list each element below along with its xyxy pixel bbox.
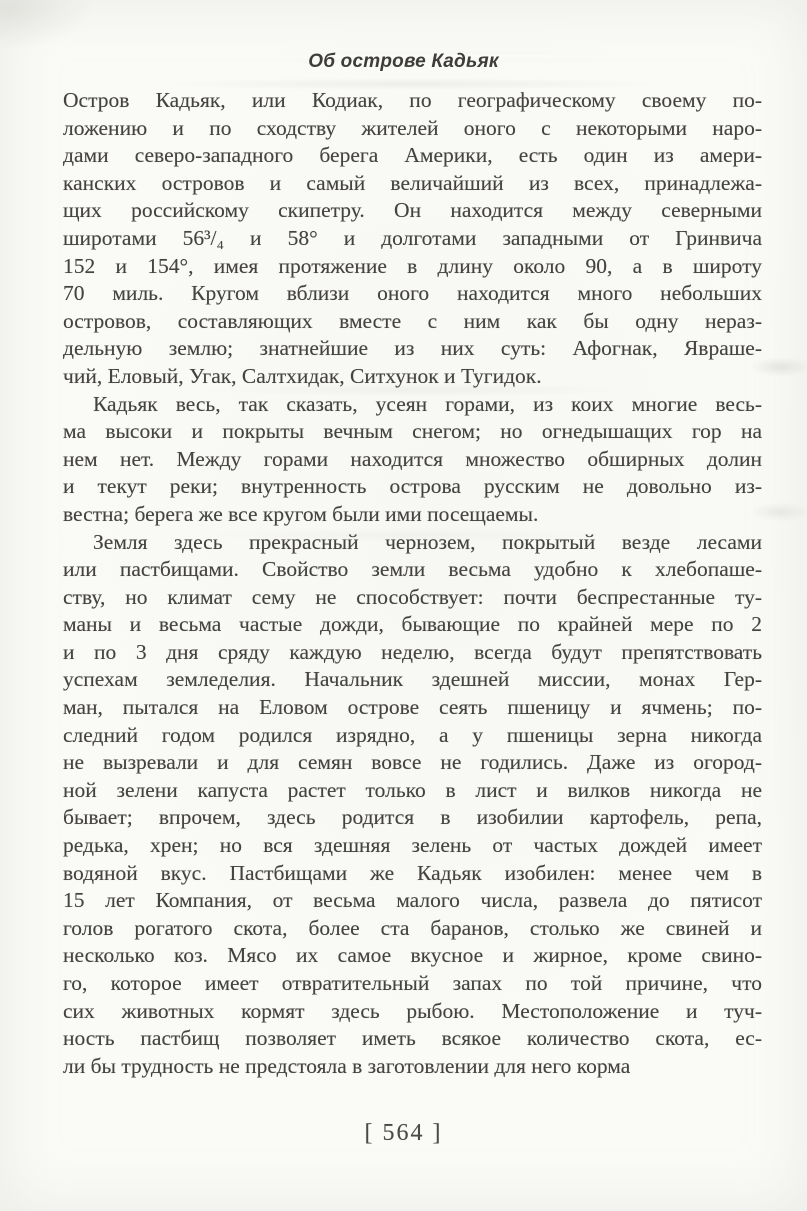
text-line: широтами 56³/₄ и 58° и долготами западными от Гринвича xyxy=(63,225,762,250)
text-line: бывает; впрочем, здесь родится в изобилии картофель, репа, xyxy=(63,805,762,830)
text-line: нем нет. Между горами находится множество обширных долин xyxy=(63,446,762,471)
text-line: ству, но климат сему не способствует: почти беспрестанные ту- xyxy=(63,584,762,609)
text-line: редька, хрен; но вся здешняя зелень от частых дождей имеет xyxy=(63,833,762,858)
text-line: ман, пытался на Еловом острове сеять пшеницу и ячмень; по- xyxy=(63,695,762,720)
text-line: чий, Еловый, Угак, Салтхидак, Ситхунок и Тугидок. xyxy=(63,363,542,388)
text-line: водяной вкус. Пастбищами же Кадьяк изобилен: менее чем в xyxy=(63,860,762,885)
text-line: Земля здесь прекрасный чернозем, покрытый везде лесами xyxy=(93,529,762,554)
text-line: щих российскому скипетру. Он находится между северными xyxy=(63,198,762,223)
page-body xyxy=(63,87,762,1080)
text-line: вестна; берега же все кругом были ими посещаемы. xyxy=(63,501,539,526)
text-line: 15 лет Компания, от весьма малого числа, развела до пятисот xyxy=(63,888,762,913)
text-line: следний годом родился изрядно, а у пшеницы зерна никогда xyxy=(63,722,762,747)
text-line: ность пастбищ позволяет иметь всякое количество скота, ес- xyxy=(63,1026,762,1051)
text-line: и текут реки; внутренность острова русским не довольно из- xyxy=(63,474,762,499)
text-line: го, которое имеет отвратительный запах по той причине, что xyxy=(63,971,762,995)
text-line: Кадьяк весь, так сказать, усеян горами, из коих многие весь- xyxy=(93,391,762,416)
text-line: маны и весьма частые дожди, бывающие по крайней мере по 2 xyxy=(63,612,762,637)
text-line: не вызревали и для семян вовсе не годились. Даже из огород- xyxy=(63,750,762,775)
text-line: 152 и 154°, имея протяжение в длину около 90, а в широту xyxy=(63,253,762,278)
text-line: дельную землю; знатнейшие из них суть: Афогнак, Явраше- xyxy=(63,336,762,361)
text-line: дами северо-западного берега Америки, есть один из амери- xyxy=(63,143,762,168)
text-line: или пастбищами. Свойство земли весьма удобно к хлебопаше- xyxy=(63,557,762,582)
page-number: [ 564 ] xyxy=(364,1120,443,1146)
text-line: несколько коз. Мясо их самое вкусное и жирное, кроме свино- xyxy=(63,943,762,968)
text-line: 70 миль. Кругом вблизи оного находится много небольших xyxy=(63,281,762,306)
text-line: успехам земледелия. Начальник здешней миссии, монах Гер- xyxy=(63,667,762,692)
text-line: голов рогатого скота, более ста баранов, столько же свиней и xyxy=(63,915,762,940)
text-line: и по 3 дня сряду каждую неделю, всегда будут препятствовать xyxy=(63,639,762,664)
text-line: ма высоки и покрыты вечным снегом; но огнедышащих гор на xyxy=(63,419,762,444)
text-line: ной зелени капуста растет только в лист и вилков никогда не xyxy=(63,777,762,802)
text-line: ли бы трудность не предстояла в заготовлении для него корма xyxy=(63,1053,631,1078)
text-line: сих животных кормят здесь рыбою. Местоположение и туч- xyxy=(63,998,762,1023)
text-line: канских островов и самый величайший из всех, принадлежа- xyxy=(63,170,762,195)
text-line: островов, составляющих вместе с ним как бы одну нераз- xyxy=(63,308,762,333)
text-line: ложению и по сходству жителей оного с некоторыми наро- xyxy=(63,115,762,140)
chapter-header: Об острове Кадьяк xyxy=(308,51,499,72)
text-line: Остров Кадьяк, или Кодиак, по географическому своему по- xyxy=(63,88,762,112)
